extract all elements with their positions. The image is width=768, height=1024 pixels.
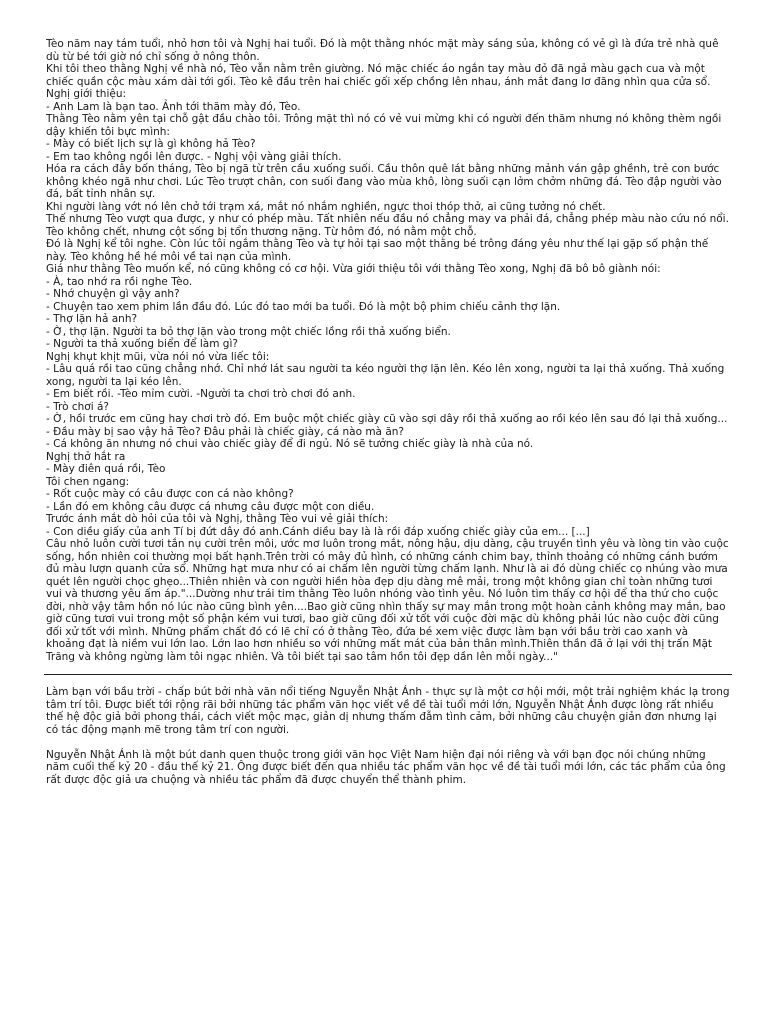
story-paragraph: Khi người làng vớt nó lên chở tới trạm xá, mắt nó nhắm nghiền, ngực thoi thóp thở, ai cũng tưởng nó chết. [46,200,606,213]
story-paragraph: Câu nhỏ luôn cười tươi tắn nụ cười trên môi, ước mơ luôn trong mắt, nông hậu, dịu dàng, cậu truyền tình yêu và lòng tin vào cuộc sống, hồn nhiên coi thường mọi bất hạnh.Trên trời có mây đủ hình, có những cánh chim bay, thỉnh thoảng có những cánh bướm đủ màu lượn quanh cửa sổ. Những hạt mưa như có ai chấm lên người từng chấm lạnh. Như là ai đó dùng chiếc cọ nhúng vào mưa quét lên người chọc ghẹo...Thiên nhiên và con người hiền hòa đẹp dịu dàng mê mải, trong một không gian chỉ toàn những tươi vui và thương yêu ấm áp."...Dường như trái tim thằng Tèo luôn nhóng vào tình yêu. Nó luôn tìm thấy cơ hội để tha thứ cho cuộc đời, nhờ vậy tâm hồn nó lúc nào cũng bình yên....Bao giờ cũng nhìn thấy sự may mắn trong một hoàn cảnh không may mắn, bao giờ cũng tươi vui trong một số phận kém vui tươi, bao giờ cũng đối xử tốt với cuộc đời mặc dù không phải lúc nào cuộc đời cũng đối xử tốt với mình. Những phẩm chất đó có lẽ chỉ có ở thằng Tèo, đứa bé xem việc được làm bạn với bầu trời cao xanh và khoảng đạt là niềm vui lớn lao. Lớn lao hơn nhiều so với những mất mát của bản thân mình.Thiên thần đã ở lại với thị trấn Mặt Trăng và không ngừng làm tôi ngạc nhiên. Và tôi biết tại sao tâm hồn tôi đẹp dần lên mỗi ngày..." [46,538,729,663]
story-paragraph: - Thợ lặn hả anh? [46,313,138,325]
story-paragraph: - Lâu quá rồi tao cũng chẳng nhớ. Chỉ nhớ lát sau người ta kéo người thợ lặn lên. Kéo lên xong, người ta lại thả xuống. Thả xuống xong, người ta lại kéo lên. [46,363,725,388]
story-paragraph: Nghị khụt khịt mũi, vừa nói nó vừa liếc tôi: [46,350,270,363]
story-paragraph: - Trò chơi á? [46,400,109,413]
story-paragraph: Khi tôi theo thằng Nghị về nhà nó, Tèo vẫn nằm trên giường. Nó mặc chiếc áo ngắn tay màu đỏ đã ngả màu gạch cua và một chiếc quần cộc màu xám dài tới gối. Tèo kê đầu trên hai chiếc gối xếp chồng lên nhau, ánh mắt đang lơ đãng nhìn qua cửa sổ. [46,63,711,88]
story-paragraph: Nghị thở hắt ra [46,450,126,463]
commentary-section [46,686,730,786]
story-paragraph: - À, tao nhớ ra rồi nghe Tèo. [46,275,193,288]
commentary-paragraph: Nguyễn Nhật Ánh là một bút danh quen thuộc trong giới văn học Việt Nam hiện đại nói riêng và với bạn đọc nói chúng những năm cuối thế kỷ 20 - đầu thế kỷ 21. Ông được biết đến qua nhiều tác phẩm văn học về đề tài tuổi mới lớn, các tác phẩm của ông rất được độc giả ưa chuộng và nhiều tác phẩm đã được chuyển thể thành phim. [46,748,726,786]
story-paragraph: - Chuyện tao xem phim lần đầu đó. Lúc đó tao mới ba tuổi. Đó là một bộ phim chiếu cảnh thợ lặn. [46,300,561,313]
story-paragraph: Thế nhưng Tèo vượt qua được, y như có phép màu. Tất nhiên nếu đầu nó chẳng may va phải đá, chẳng phép màu nào cứu nó nổi. Tèo không chết, nhưng cột sống bị tổn thương nặng. Từ hôm đó, nó nằm một chỗ. [46,213,729,238]
document-page [46,38,730,799]
story-paragraph: - Nhớ chuyện gì vậy anh? [46,288,180,300]
story-paragraph: Nghị giới thiệu: [46,88,127,100]
story-paragraph: Đó là Nghị kể tôi nghe. Còn lúc tôi ngắm thằng Tèo và tự hỏi tại sao một thằng bé trông đáng yêu như thế lại gặp số phận thế này. Tèo không hề hé môi về tai nạn của mình. [46,238,709,263]
section-divider [44,674,732,675]
story-paragraph: - Cá không ăn nhưng nó chui vào chiếc giày để đi ngủ. Nó sẽ tưởng chiếc giày là nhà của nó. [46,438,534,450]
story-paragraph: - Ờ, hồi trước em cũng hay chơi trò đó. Em buộc một chiếc giày cũ vào sợi dây rồi thả xuống ao rồi kéo lên sau đó lại thả xuống... [46,413,728,425]
story-paragraph: Giá như thằng Tèo muốn kể, nó cũng không có cơ hội. Vừa giới thiệu tôi với thằng Tèo xong, Nghị đã bô bô giành nói: [46,263,661,275]
story-paragraph: - Em tao không ngồi lên được. - Nghị vội vàng giải thích. [46,150,342,163]
story-paragraph: - Em biết rồi. -Tèo mỉm cười. -Người ta chơi trò chơi đó anh. [46,388,356,400]
story-excerpt [46,38,730,663]
story-paragraph: Tôi chen ngang: [46,475,130,488]
story-paragraph: - Đầu mày bị sao vậy hả Tèo? Đâu phải là chiếc giày, cá nào mà ăn? [46,425,404,438]
story-paragraph: Tèo năm nay tám tuổi, nhỏ hơn tôi và Nghị hai tuổi. Đó là một thằng nhóc mặt mày sáng sủa, không có vẻ gì là đứa trẻ nhà quê dù từ bé tới giờ nó chỉ sống ở nông thôn. [46,38,719,63]
story-paragraph: - Rốt cuộc mày có câu được con cá nào không? [46,488,294,500]
story-paragraph: Trước ánh mắt dò hỏi của tôi và Nghị, thằng Tèo vui vẻ giải thích: [46,513,389,525]
story-paragraph: - Ờ, thợ lặn. Người ta bỏ thợ lặn vào trong một chiếc lồng rồi thả xuống biển. [46,325,451,338]
story-paragraph: Thằng Tèo nằm yên tại chỗ gật đầu chào tôi. Trông mặt thì nó có vẻ vui mừng khi có người đến thăm nhưng nó không thèm ngồi dậy khiến tôi bực mình: [46,113,722,138]
story-paragraph: - Mày có biết lịch sự là gì không hả Tèo? [46,138,256,150]
story-paragraph: - Mày điên quá rồi, Tèo [46,463,166,475]
story-paragraph: - Người ta thả xuống biển để làm gì? [46,338,238,350]
commentary-paragraph: Làm bạn với bầu trời - chấp bút bởi nhà văn nổi tiếng Nguyễn Nhật Ánh - thực sự là một cơ hội mới, một trải nghiệm khác lạ trong tâm trí tôi. Được biết tới rộng rãi bởi những tác phẩm văn học viết về đề tài tuổi mới lớn, Nguyễn Nhật Ánh được lòng rất nhiều thế hệ độc giả bởi phong thái, cách viết mộc mạc, giản dị nhưng thấm đẫm tình cảm, bởi những câu chuyện giản đơn nhưng lại có tác động mạnh mẽ trong tâm trí con người. [46,686,730,736]
story-paragraph: - Lần đó em không câu được cá nhưng câu được một con diều. [46,500,375,513]
story-paragraph: - Anh Lam là bạn tao. Ảnh tới thăm mày đó, Tèo. [46,100,301,113]
story-paragraph: Hóa ra cách đây bốn tháng, Tèo bị ngã từ trên cầu xuống suối. Cầu thôn quê lát bằng những mảnh ván gập ghềnh, trẻ con bước không khéo ngã như chơi. Lúc Tèo trượt chân, con suối đang vào mùa khô, lòng suối cạn lởm chởm những đá. Tèo đập người vào đá, bất tỉnh nhân sự. [46,163,722,200]
story-paragraph: - Con diều giấy của anh Tí bị đứt dây đó anh.Cánh diều bay là là rồi đáp xuống chiếc giày của em... [...] [46,525,590,538]
